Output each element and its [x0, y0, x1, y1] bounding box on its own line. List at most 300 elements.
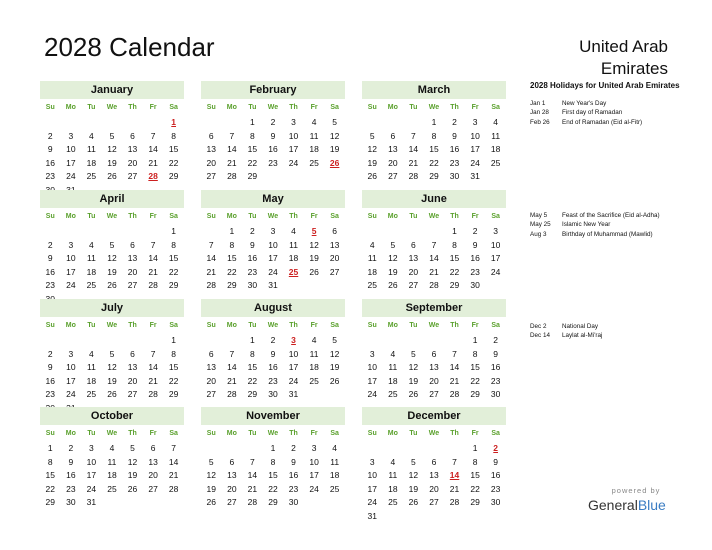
- day-cell: 21: [148, 157, 158, 168]
- month-april: [40, 190, 184, 306]
- week-row: [201, 334, 345, 348]
- day-cell: 12: [127, 456, 138, 467]
- day-cell: 26: [408, 389, 419, 399]
- week-row: [40, 143, 184, 157]
- weekday-label: Tu: [248, 213, 257, 220]
- day-cell: 16: [449, 144, 460, 154]
- month-june: [362, 190, 506, 293]
- page-title: 2028 Calendar: [44, 32, 215, 62]
- day-cell: 7: [150, 130, 156, 141]
- day-cell: 24: [66, 280, 76, 290]
- day-cell: [362, 334, 383, 348]
- day-cell: 3: [493, 226, 499, 236]
- weekday-label: We: [428, 213, 440, 220]
- day-cell: 15: [168, 253, 179, 263]
- day-cell: 30: [288, 497, 299, 507]
- day-cell: 9: [47, 362, 53, 372]
- day-cell: 30: [247, 280, 258, 290]
- day-cell: 24: [367, 389, 378, 399]
- day-cell: 3: [68, 130, 74, 141]
- weekday-row: [362, 318, 506, 334]
- weekday-label: Tu: [409, 430, 418, 437]
- weekday-label: Mo: [65, 104, 76, 111]
- day-cell: 11: [107, 456, 117, 467]
- weekday-label: We: [267, 322, 279, 329]
- day-cell: 4: [311, 117, 317, 127]
- day-cell: 2: [47, 130, 53, 141]
- day-cell: 13: [429, 470, 439, 480]
- day-cell: 18: [86, 157, 97, 168]
- day-cell: [122, 334, 143, 348]
- day-cell: 25: [388, 497, 398, 507]
- day-cell: 6: [208, 348, 214, 359]
- weekday-label: Th: [289, 322, 298, 329]
- week-row: [362, 375, 506, 389]
- day-cell: 11: [289, 239, 298, 250]
- day-cell: [122, 225, 143, 239]
- day-cell: 17: [288, 362, 299, 372]
- day-cell: 7: [150, 239, 156, 250]
- day-cell: 22: [168, 266, 179, 277]
- day-cell: 12: [408, 470, 419, 480]
- day-cell: 5: [411, 456, 416, 467]
- day-cell: 17: [66, 375, 76, 386]
- day-cell: 4: [89, 130, 94, 141]
- day-cell: [143, 225, 164, 239]
- weekday-label: Tu: [409, 104, 418, 111]
- day-cell: [383, 510, 404, 524]
- day-cell: 16: [45, 266, 56, 277]
- day-cell: 15: [247, 362, 258, 372]
- day-cell: 30: [449, 171, 460, 181]
- weekday-label: Th: [450, 430, 459, 437]
- holidays-title: 2028 Holidays for United Arab Emirates: [530, 81, 680, 90]
- week-row: [362, 157, 506, 171]
- day-cell: 13: [329, 239, 340, 250]
- weekday-label: We: [106, 104, 118, 111]
- day-cell: 15: [449, 253, 460, 263]
- week-row: [40, 239, 184, 253]
- day-cell: 26: [367, 171, 378, 181]
- weekday-label: Su: [45, 430, 55, 437]
- day-cell: [383, 442, 404, 456]
- brand-logo[interactable]: [588, 497, 666, 513]
- week-row: [201, 239, 345, 253]
- week-row: [40, 225, 184, 239]
- holiday-date: Dec 2: [530, 323, 547, 330]
- day-cell: [383, 225, 404, 239]
- day-cell: 3: [291, 117, 296, 127]
- day-cell: 18: [309, 144, 319, 154]
- day-cell: 27: [429, 497, 439, 507]
- weekday-label: Mo: [387, 322, 398, 329]
- day-cell: 22: [247, 157, 258, 168]
- day-cell: 19: [408, 375, 419, 386]
- day-cell: [102, 116, 123, 130]
- day-cell: 29: [247, 389, 258, 399]
- weekday-label: Sa: [491, 322, 500, 329]
- weekday-label: Fr: [471, 104, 479, 111]
- day-cell: 7: [250, 456, 255, 467]
- day-cell: 2: [47, 239, 53, 250]
- day-cell: 19: [206, 483, 217, 494]
- weekday-row: [362, 209, 506, 225]
- day-cell: 12: [388, 253, 398, 263]
- day-cell: 21: [247, 483, 258, 494]
- day-cell: [424, 510, 445, 524]
- week-row: [362, 130, 506, 144]
- weekday-label: Sa: [491, 104, 500, 111]
- day-cell: 14: [148, 144, 158, 154]
- day-cell: 16: [268, 362, 278, 372]
- weekday-label: Sa: [491, 430, 500, 437]
- day-cell: 7: [150, 348, 156, 359]
- day-cell: [263, 170, 284, 184]
- day-cell: 24: [268, 266, 278, 277]
- holiday-date: May 5: [530, 212, 548, 219]
- day-cell: [201, 442, 222, 456]
- country-name: United Arab Emirates: [579, 37, 668, 78]
- brand-blue-text: Blue: [637, 497, 666, 513]
- month-september: [362, 299, 506, 402]
- week-row: [40, 456, 184, 470]
- holiday-day-cell: 25: [288, 266, 299, 277]
- day-cell: 28: [148, 389, 158, 399]
- weekday-label: Fr: [149, 430, 157, 437]
- week-row: [362, 469, 506, 483]
- day-cell: 30: [490, 389, 501, 399]
- weekday-label: Fr: [310, 322, 318, 329]
- week-row: [362, 266, 506, 280]
- day-cell: [403, 225, 424, 239]
- week-row: [201, 266, 345, 280]
- day-cell: 8: [472, 456, 478, 467]
- day-cell: 13: [408, 253, 419, 263]
- day-cell: 20: [408, 266, 419, 277]
- day-cell: 12: [309, 239, 319, 250]
- day-cell: 15: [247, 144, 258, 154]
- day-cell: 20: [429, 483, 439, 494]
- weekday-label: We: [106, 430, 118, 437]
- day-cell: 8: [229, 239, 235, 250]
- week-row: [362, 116, 506, 130]
- day-cell: 26: [408, 497, 419, 507]
- holiday-item: [530, 108, 710, 117]
- day-cell: [403, 510, 424, 524]
- day-cell: 2: [68, 443, 74, 453]
- day-cell: 22: [168, 375, 179, 386]
- week-row: [201, 143, 345, 157]
- day-cell: 13: [127, 144, 138, 154]
- day-cell: 28: [449, 497, 460, 507]
- day-cell: 30: [268, 389, 278, 399]
- day-cell: [61, 116, 82, 130]
- week-row: [362, 252, 506, 266]
- holiday-day-cell: 26: [329, 157, 340, 168]
- day-cell: 3: [270, 226, 276, 236]
- week-row: [40, 170, 184, 184]
- day-cell: 27: [148, 483, 158, 494]
- day-cell: 18: [86, 375, 97, 386]
- day-cell: 8: [47, 456, 53, 467]
- day-cell: [362, 225, 383, 239]
- day-cell: 4: [109, 443, 115, 453]
- day-cell: 6: [431, 348, 437, 359]
- day-cell: [324, 388, 345, 402]
- day-cell: 8: [171, 348, 177, 359]
- day-cell: 10: [66, 253, 76, 263]
- day-cell: 6: [390, 130, 396, 141]
- day-cell: 27: [127, 280, 138, 290]
- day-cell: 20: [127, 157, 138, 168]
- month-january: [40, 81, 184, 197]
- weekday-label: Sa: [330, 430, 339, 437]
- day-cell: 11: [86, 253, 96, 263]
- weekday-label: Mo: [387, 104, 398, 111]
- week-row: [40, 130, 184, 144]
- holiday-item: [530, 322, 710, 331]
- day-cell: 21: [408, 157, 419, 168]
- week-row: [362, 239, 506, 253]
- day-cell: 5: [130, 443, 135, 453]
- day-cell: 2: [250, 226, 255, 236]
- month-header: November: [201, 407, 345, 425]
- day-cell: 12: [206, 470, 217, 480]
- day-cell: 25: [86, 280, 97, 290]
- weekday-label: Sa: [169, 104, 178, 111]
- brand-general-text: General: [588, 497, 638, 513]
- weekday-row: [40, 426, 184, 442]
- day-cell: 17: [470, 144, 480, 154]
- week-row: [201, 279, 345, 293]
- day-cell: 12: [329, 348, 340, 359]
- day-cell: 4: [390, 348, 396, 359]
- day-cell: 18: [107, 470, 117, 480]
- day-cell: 27: [206, 171, 217, 181]
- holiday-name: First day of Ramadan: [562, 109, 623, 117]
- day-cell: 15: [268, 470, 278, 480]
- weekday-label: Th: [289, 104, 298, 111]
- day-cell: 7: [229, 130, 235, 141]
- day-cell: [222, 442, 243, 456]
- day-cell: 12: [329, 130, 340, 141]
- weekday-row: [40, 209, 184, 225]
- week-row: [362, 510, 506, 524]
- day-cell: 5: [332, 117, 338, 127]
- weekday-label: Th: [450, 213, 459, 220]
- weekday-label: Mo: [65, 322, 76, 329]
- day-cell: 25: [86, 171, 97, 181]
- day-cell: 11: [367, 253, 377, 263]
- day-cell: 10: [367, 362, 378, 372]
- holiday-item: [530, 230, 710, 239]
- day-cell: 6: [130, 130, 135, 141]
- day-cell: 1: [270, 443, 276, 453]
- day-cell: [201, 116, 222, 130]
- day-cell: 30: [470, 280, 480, 290]
- week-row: [40, 348, 184, 362]
- day-cell: 24: [66, 389, 76, 399]
- day-cell: 15: [168, 362, 179, 372]
- day-cell: 8: [472, 348, 478, 359]
- day-cell: 1: [431, 117, 437, 127]
- month-header: April: [40, 190, 184, 208]
- day-cell: 5: [369, 130, 375, 141]
- week-row: [201, 170, 345, 184]
- day-cell: 29: [268, 497, 278, 507]
- holiday-item: [530, 99, 710, 108]
- day-cell: 24: [86, 483, 97, 494]
- week-row: [201, 225, 345, 239]
- week-row: [201, 116, 345, 130]
- weekday-label: We: [106, 322, 118, 329]
- month-header: October: [40, 407, 184, 425]
- day-cell: [304, 279, 325, 293]
- weekday-label: Tu: [87, 213, 96, 220]
- weekday-label: Su: [367, 213, 377, 220]
- week-row: [40, 279, 184, 293]
- day-cell: 30: [490, 497, 501, 507]
- week-row: [201, 469, 345, 483]
- holiday-group: [530, 211, 710, 239]
- day-cell: 6: [332, 226, 338, 236]
- day-cell: 29: [227, 280, 237, 290]
- day-cell: 29: [168, 171, 179, 181]
- day-cell: 19: [388, 266, 398, 277]
- day-cell: 19: [309, 253, 319, 263]
- weekday-label: Su: [45, 213, 55, 220]
- day-cell: 3: [89, 443, 94, 453]
- day-cell: 1: [250, 335, 255, 345]
- day-cell: 22: [45, 483, 56, 494]
- week-row: [201, 388, 345, 402]
- day-cell: 9: [452, 130, 457, 141]
- day-cell: 22: [470, 375, 480, 386]
- day-cell: 5: [411, 348, 416, 359]
- day-cell: 27: [429, 389, 439, 399]
- day-cell: 16: [247, 253, 258, 263]
- day-cell: 29: [45, 497, 56, 507]
- weekday-label: Fr: [310, 430, 318, 437]
- day-cell: 20: [227, 483, 237, 494]
- day-cell: 20: [206, 157, 217, 168]
- day-cell: 15: [429, 144, 439, 154]
- powered-by-text: powered by: [611, 486, 661, 495]
- day-cell: 7: [431, 239, 437, 250]
- weekday-label: Su: [206, 322, 216, 329]
- day-cell: 27: [127, 171, 138, 181]
- day-cell: 13: [429, 362, 439, 372]
- day-cell: 28: [148, 280, 158, 290]
- day-cell: [403, 334, 424, 348]
- month-header: February: [201, 81, 345, 99]
- day-cell: 23: [449, 157, 460, 168]
- week-row: [362, 361, 506, 375]
- day-cell: 8: [171, 239, 177, 250]
- day-cell: 9: [47, 144, 53, 154]
- day-cell: 28: [429, 280, 439, 290]
- day-cell: 1: [472, 335, 478, 345]
- day-cell: [403, 116, 424, 130]
- day-cell: 28: [449, 389, 460, 399]
- day-cell: 3: [472, 117, 478, 127]
- day-cell: 7: [452, 456, 457, 467]
- day-cell: 29: [168, 389, 179, 399]
- day-cell: 30: [66, 497, 76, 507]
- day-cell: [201, 225, 222, 239]
- day-cell: 31: [268, 280, 278, 290]
- day-cell: 22: [268, 483, 278, 494]
- day-cell: 22: [168, 157, 179, 168]
- day-cell: 22: [429, 157, 439, 168]
- day-cell: 20: [388, 157, 398, 168]
- day-cell: 11: [388, 470, 398, 480]
- day-cell: 11: [86, 362, 96, 372]
- day-cell: 8: [270, 456, 276, 467]
- week-row: [40, 116, 184, 130]
- day-cell: 16: [66, 470, 76, 480]
- day-cell: 4: [369, 239, 375, 250]
- day-cell: [222, 116, 243, 130]
- day-cell: 2: [493, 335, 499, 345]
- weekday-label: Fr: [471, 430, 479, 437]
- weekday-label: Fr: [149, 104, 157, 111]
- day-cell: 27: [127, 389, 138, 399]
- day-cell: 6: [431, 456, 437, 467]
- holiday-date: May 25: [530, 221, 551, 229]
- day-cell: 3: [311, 443, 317, 453]
- day-cell: 11: [309, 130, 319, 141]
- day-cell: 15: [45, 470, 56, 480]
- day-cell: 6: [229, 456, 235, 467]
- day-cell: 26: [127, 483, 138, 494]
- holiday-day-cell: 1: [171, 117, 177, 127]
- day-cell: 21: [227, 157, 237, 168]
- day-cell: 31: [288, 389, 299, 399]
- week-row: [40, 388, 184, 402]
- day-cell: [102, 334, 123, 348]
- day-cell: 17: [288, 144, 299, 154]
- day-cell: [324, 170, 345, 184]
- weekday-label: Su: [206, 104, 216, 111]
- day-cell: 14: [206, 253, 217, 263]
- day-cell: 28: [227, 171, 237, 181]
- holiday-date: Aug 3: [530, 230, 547, 238]
- day-cell: 26: [388, 280, 398, 290]
- day-cell: 11: [388, 362, 398, 372]
- day-cell: 10: [66, 362, 76, 372]
- holiday-day-cell: 14: [449, 470, 460, 480]
- week-row: [362, 483, 506, 497]
- holiday-name: End of Ramadan (Eid al-Fitr): [562, 118, 643, 126]
- day-cell: [362, 442, 383, 456]
- day-cell: [122, 116, 143, 130]
- day-cell: 13: [148, 456, 158, 467]
- day-cell: 23: [66, 483, 76, 494]
- day-cell: 5: [208, 456, 214, 467]
- week-row: [362, 170, 506, 184]
- week-row: [362, 388, 506, 402]
- weekday-label: We: [106, 213, 118, 220]
- day-cell: 20: [127, 375, 138, 386]
- weekday-row: [40, 318, 184, 334]
- day-cell: 13: [127, 362, 138, 372]
- day-cell: 3: [68, 239, 74, 250]
- day-cell: 4: [311, 335, 317, 345]
- day-cell: 23: [490, 375, 501, 386]
- day-cell: 14: [168, 456, 179, 467]
- week-row: [201, 442, 345, 456]
